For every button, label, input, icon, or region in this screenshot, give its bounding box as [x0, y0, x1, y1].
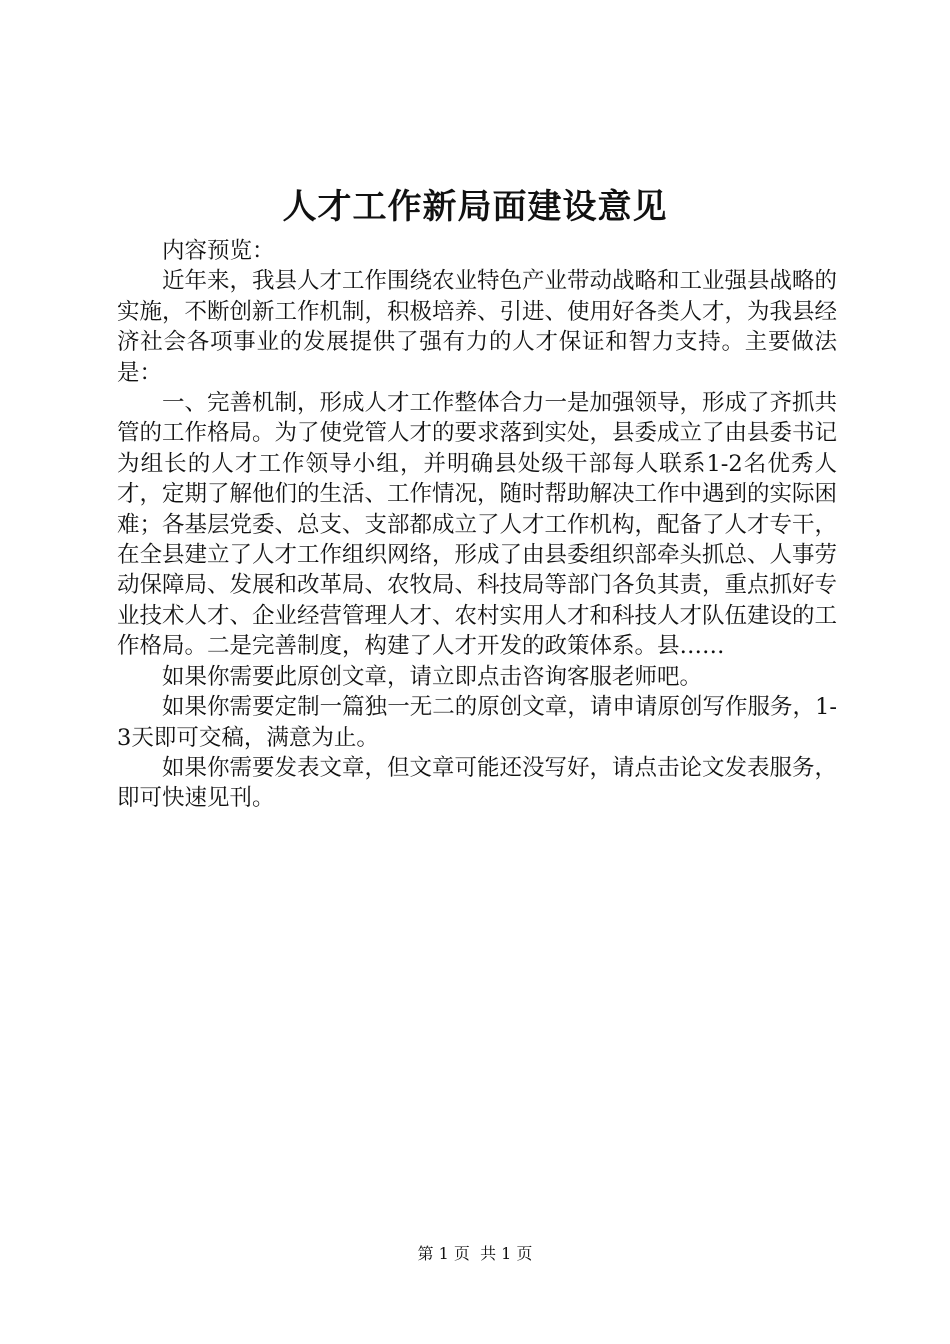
page-footer [0, 1242, 950, 1266]
mechanism-paragraph: 一、完善机制，形成人才工作整体合力一是加强领导，形成了齐抓共管的工作格局。为了使党管人才的要求落到实处，县委成立了由县委书记为组长的人才工作领导小组，并明确县处级干部每人联系1-2名优秀人才，定期了解他们的生活、工作情况，随时帮助解决工作中遇到的实际困难；各基层党委、总支、支部都成立了人才工作机构，配备了人才专干，在全县建立了人才工作组织网络，形成了由县委组织部牵头抓总、人事劳动保障局、发展和改革局、农牧局、科技局等部门各负其责，重点抓好专业技术人才、企业经营管理人才、农村实用人才和科技人才队伍建设的工作格局。二是完善制度，构建了人才开发的政策体系。县…… [117, 390, 838, 660]
document-title: 人才工作新局面建设意见 [282, 187, 668, 227]
page-number: 第 1 页 共 1 页 [417, 1244, 533, 1263]
custom-writing-paragraph: 如果你需要定制一篇独一无二的原创文章，请申请原创写作服务，1-3天即可交稿，满意为止。 [117, 694, 837, 751]
document-body [117, 236, 837, 814]
intro-paragraph: 近年来，我县人才工作围绕农业特色产业带动战略和工业强县战略的实施，不断创新工作机制，积极培养、引进、使用好各类人才，为我县经济社会各项事业的发展提供了强有力的人才保证和智力支持。主要做法是： [117, 268, 838, 386]
publish-service-paragraph: 如果你需要发表文章，但文章可能还没写好，请点击论文发表服务，即可快速见刊。 [117, 754, 838, 812]
consult-service-paragraph: 如果你需要此原创文章，请立即点击咨询客服老师吧。 [162, 663, 703, 690]
preview-label: 内容预览： [162, 238, 275, 264]
